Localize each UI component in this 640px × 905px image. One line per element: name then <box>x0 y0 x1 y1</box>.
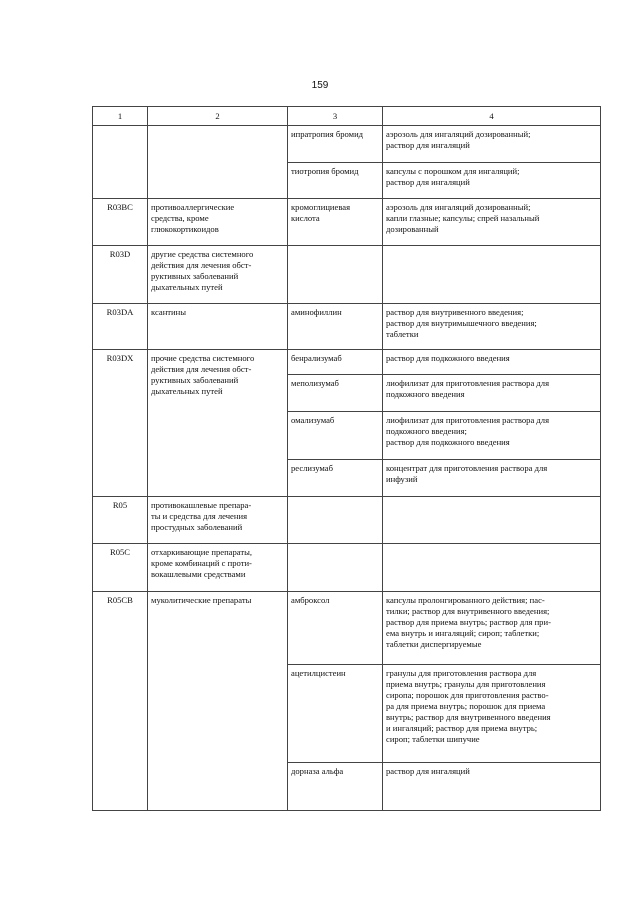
drug-cell: дорназа альфа <box>288 763 383 811</box>
drug-cell: бенрализумаб <box>288 350 383 375</box>
header-col-2: 2 <box>148 107 288 126</box>
drug-cell: меполизумаб <box>288 375 383 412</box>
drug-cell: аминофиллин <box>288 304 383 350</box>
atc-code-cell <box>93 126 148 199</box>
atc-code-cell: R05C <box>93 544 148 592</box>
form-cell <box>383 497 601 544</box>
atc-code-cell: R05 <box>93 497 148 544</box>
form-cell: аэрозоль для ингаляций дозированный; капли глазные; капсулы; спрей назальный дозированный <box>383 199 601 246</box>
form-cell: раствор для внутривенного введения; раствор для внутримышечного введения; таблетки <box>383 304 601 350</box>
form-cell: аэрозоль для ингаляций дозированный; раствор для ингаляций <box>383 126 601 163</box>
drug-cell: кромоглициевая кислота <box>288 199 383 246</box>
form-cell: гранулы для приготовления раствора для приема внутрь; гранулы для приготовления сиропа; порошок для приготовления раство- ра для приема внутрь; порошок для приема внутрь; раствор для внутривенного введения и ингаляций; раствор для приема внутрь; сироп; таблетки шипучие <box>383 665 601 763</box>
drug-cell: тиотропия бромид <box>288 163 383 199</box>
group-cell: противоаллергические средства, кроме глюкокортикоидов <box>148 199 288 246</box>
table-header-row <box>93 107 601 126</box>
header-col-3: 3 <box>288 107 383 126</box>
form-cell <box>383 246 601 304</box>
form-cell: капсулы пролонгированного действия; пас- тилки; раствор для внутривенного введения; раствор для приема внутрь; раствор для при- ема внутрь и ингаляций; сироп; таблетки; таблетки диспергируемые <box>383 592 601 665</box>
header-col-1: 1 <box>93 107 148 126</box>
atc-code-cell: R03D <box>93 246 148 304</box>
atc-code-cell: R03DX <box>93 350 148 497</box>
group-cell: отхаркивающие препараты, кроме комбинаций с проти- вокашлевыми средствами <box>148 544 288 592</box>
atc-code-cell: R03DA <box>93 304 148 350</box>
drug-cell: амброксол <box>288 592 383 665</box>
drug-cell: омализумаб <box>288 412 383 460</box>
drug-cell: ацетилцистеин <box>288 665 383 763</box>
form-cell: лиофилизат для приготовления раствора для подкожного введения; раствор для подкожного введения <box>383 412 601 460</box>
drug-cell: реслизумаб <box>288 460 383 497</box>
header-col-4: 4 <box>383 107 601 126</box>
group-cell: противокашлевые препара- ты и средства для лечения простудных заболеваний <box>148 497 288 544</box>
table-row <box>93 544 601 592</box>
drug-table <box>92 106 601 811</box>
atc-code-cell: R03BC <box>93 199 148 246</box>
drug-cell: ипратропия бромид <box>288 126 383 163</box>
group-cell: муколитические препараты <box>148 592 288 811</box>
drug-cell <box>288 497 383 544</box>
table-row <box>93 199 601 246</box>
form-cell: капсулы с порошком для ингаляций; раствор для ингаляций <box>383 163 601 199</box>
form-cell <box>383 544 601 592</box>
table-row <box>93 246 601 304</box>
table-row <box>93 592 601 665</box>
form-cell: раствор для ингаляций <box>383 763 601 811</box>
table-body <box>93 126 601 811</box>
form-cell: раствор для подкожного введения <box>383 350 601 375</box>
atc-code-cell: R05CB <box>93 592 148 811</box>
form-cell: лиофилизат для приготовления раствора для подкожного введения <box>383 375 601 412</box>
page-number: 159 <box>311 80 329 91</box>
table-row <box>93 304 601 350</box>
table-row <box>93 497 601 544</box>
drug-cell <box>288 544 383 592</box>
form-cell: концентрат для приготовления раствора для инфузий <box>383 460 601 497</box>
drug-cell <box>288 246 383 304</box>
group-cell <box>148 126 288 199</box>
table-row <box>93 350 601 375</box>
group-cell: прочие средства системного действия для лечения обст- руктивных заболеваний дыхательных путей <box>148 350 288 497</box>
group-cell: другие средства системного действия для лечения обст- руктивных заболеваний дыхательных путей <box>148 246 288 304</box>
table-row <box>93 126 601 163</box>
group-cell: ксантины <box>148 304 288 350</box>
